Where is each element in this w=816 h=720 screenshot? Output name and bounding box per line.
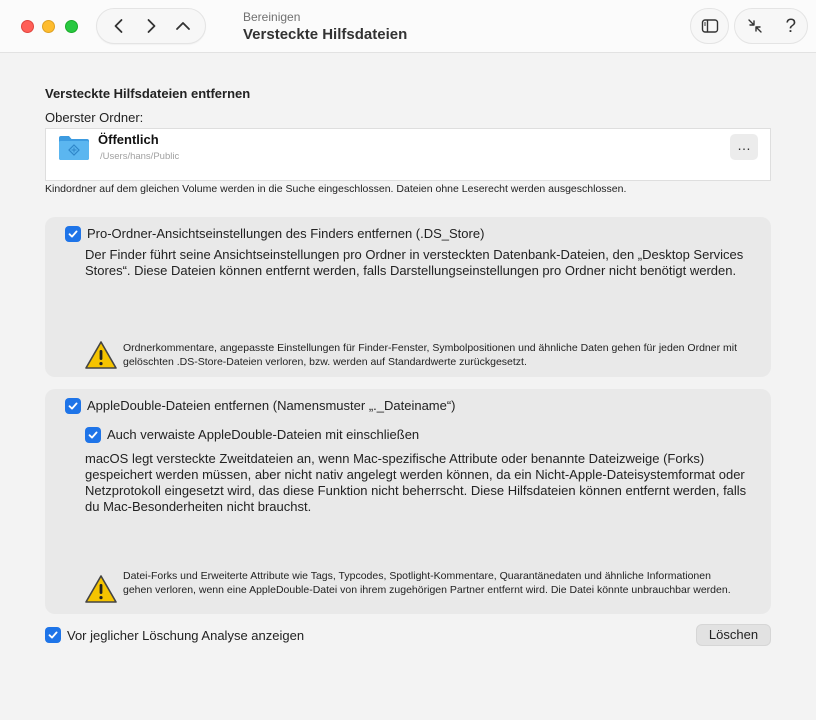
ds-store-description: Der Finder führt seine Ansichtseinstellungen pro Ordner in versteckten Datenbank-Dateien, den „Desktop Services Stores“. Diese Dateien können entfernt werden, falls Darstellungseinstellungen pro Ordner nicht benötigt werden. <box>85 247 744 278</box>
window-subtitle: Bereinigen <box>243 10 301 24</box>
collapse-button[interactable] <box>746 17 764 35</box>
appledouble-checkbox[interactable] <box>65 398 81 414</box>
checkmark-icon <box>67 228 79 240</box>
chevron-left-icon <box>111 18 127 34</box>
toolbar-right-group <box>734 8 808 44</box>
chevron-up-icon <box>175 18 191 34</box>
folder-picker[interactable] <box>45 128 771 181</box>
checkmark-icon <box>87 429 99 441</box>
public-folder-icon <box>58 133 90 161</box>
navigation-group <box>96 8 206 44</box>
choose-folder-button[interactable]: … <box>730 134 758 160</box>
folder-note: Kindordner auf dem gleichen Volume werden in die Suche eingeschlossen. Dateien ohne Leserecht werden ausgeschlossen. <box>45 183 627 195</box>
sidebar-icon <box>701 17 719 35</box>
ds-store-checkbox-label[interactable]: Pro-Ordner-Ansichtseinstellungen des Finders entfernen (.DS_Store) <box>87 226 485 241</box>
window-title: Versteckte Hilfsdateien <box>243 26 408 43</box>
back-button[interactable] <box>105 12 133 40</box>
orphan-appledouble-checkbox[interactable] <box>85 427 101 443</box>
appledouble-checkbox-label[interactable]: AppleDouble-Dateien entfernen (Namensmuster „._Dateiname“) <box>87 398 456 413</box>
ds-store-warning-text: Ordnerkommentare, angepasste Einstellungen für Finder-Fenster, Symbolpositionen und ähnliche Daten gehen für jeden Ordner mit gelöschten .DS-Store-Dateien verloren, bzw. werden auf Standardwerte zurückgesetzt. <box>123 342 738 368</box>
folder-name: Öffentlich <box>98 132 159 147</box>
window-title-block <box>243 10 407 43</box>
title-bar <box>0 0 816 53</box>
checkmark-icon <box>67 400 79 412</box>
appledouble-warning-text: Datei-Forks und Erweiterte Attribute wie Tags, Typcodes, Spotlight-Kommentare, Quarantänedaten und ähnliche Informationen gehen verloren, wenn eine AppleDouble-Datei von ihrem zugehörigen Partner entfernt wird. Die Datei könnte unbrauchbar werden. <box>123 570 731 596</box>
ds-store-checkbox[interactable] <box>65 226 81 242</box>
folder-path: /Users/hans/Public <box>100 151 180 162</box>
arrows-collapse-icon <box>746 17 764 35</box>
zoom-window-button[interactable] <box>65 20 78 33</box>
section-title: Versteckte Hilfsdateien entfernen <box>45 86 251 101</box>
help-button[interactable]: ? <box>785 15 797 37</box>
close-window-button[interactable] <box>21 20 34 33</box>
warning-icon <box>84 340 118 370</box>
top-folder-label: Oberster Ordner: <box>45 110 144 125</box>
minimize-window-button[interactable] <box>42 20 55 33</box>
up-button[interactable] <box>169 12 197 40</box>
show-analysis-checkbox[interactable] <box>45 627 61 643</box>
orphan-appledouble-label[interactable]: Auch verwaiste AppleDouble-Dateien mit einschließen <box>107 427 420 442</box>
checkmark-icon <box>47 629 59 641</box>
toggle-sidebar-button[interactable] <box>690 8 729 44</box>
chevron-right-icon <box>143 18 159 34</box>
forward-button[interactable] <box>137 12 165 40</box>
warning-icon <box>84 574 118 604</box>
appledouble-description: macOS legt versteckte Zweitdateien an, wenn Mac-spezifische Attribute oder benannte Dateizweige (Forks) gespeichert werden müssen, aber nicht nativ angelegt werden können, da ein Nicht-Apple-Dateisystemformat oder Netzprotokoll eingesetzt wird, das diese Funktion nicht beherrscht. Diese Hilfsdateien können entfernt werden, falls du Mac-Besonderheiten nicht brauchst. <box>85 451 747 514</box>
show-analysis-label[interactable]: Vor jeglicher Löschung Analyse anzeigen <box>67 628 305 643</box>
delete-button[interactable]: Löschen <box>696 624 771 646</box>
